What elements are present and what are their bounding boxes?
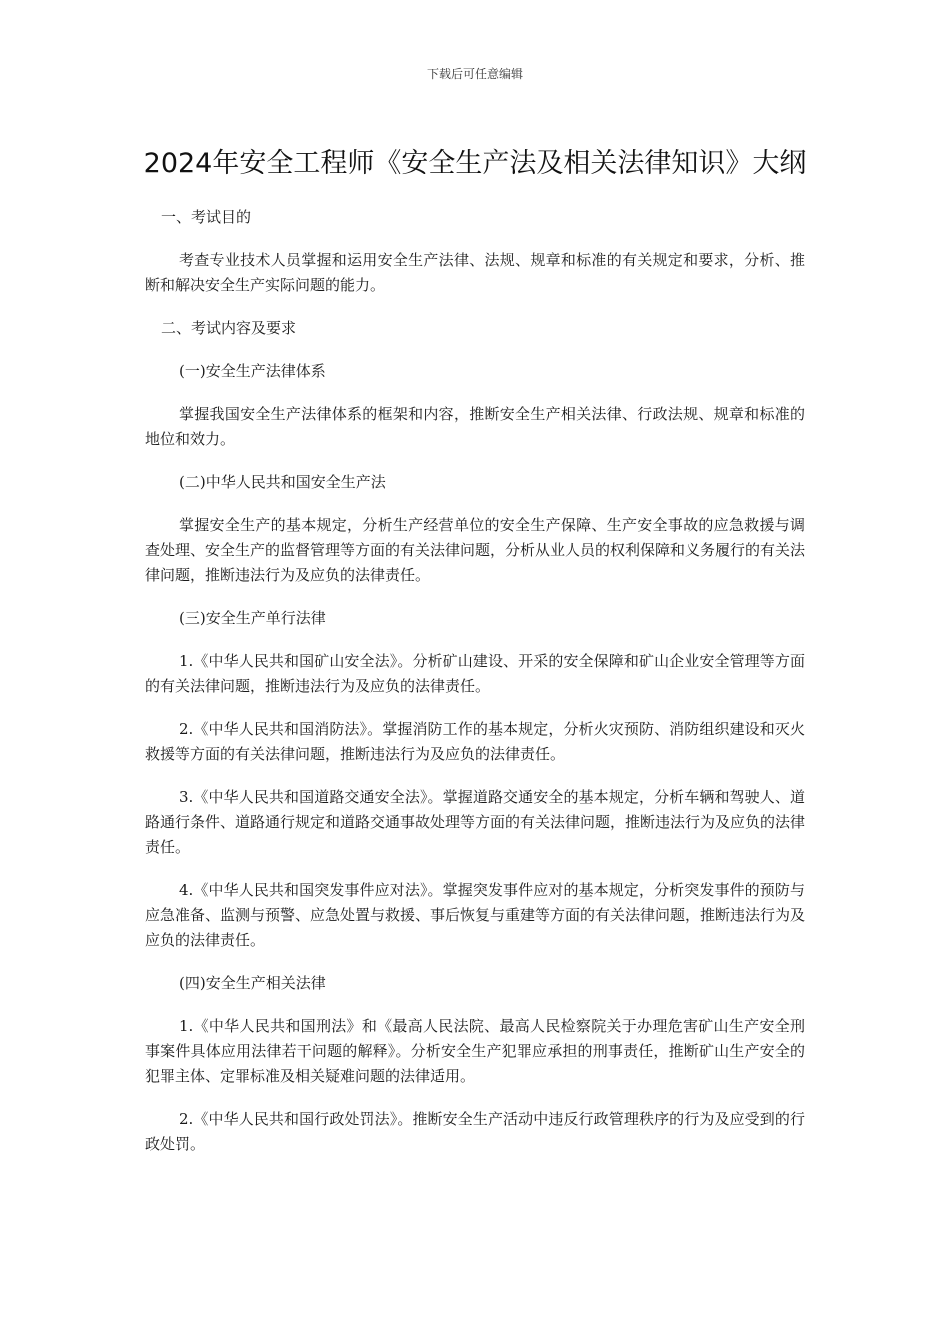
list-item-road-traffic-law: 3.《中华人民共和国道路交通安全法》。掌握道路交通安全的基本规定，分析车辆和驾驶人、道路通行条件、道路通行规定和道路交通事故处理等方面的有关法律问题，推断违法行为及应负的法律责任。 xyxy=(145,788,806,856)
paragraph-exam-purpose: 考查专业技术人员掌握和运用安全生产法律、法规、规章和标准的有关规定和要求，分析、推断和解决安全生产实际问题的能力。 xyxy=(145,251,805,294)
list-item-administrative-penalty-law: 2.《中华人民共和国行政处罚法》。推断安全生产活动中违反行政管理秩序的行为及应受到的行政处罚。 xyxy=(145,1110,805,1153)
document-body xyxy=(145,205,805,1175)
document-title: 2024年安全工程师《安全生产法及相关法律知识》大纲 xyxy=(143,148,807,179)
paragraph-legal-system: 掌握我国安全生产法律体系的框架和内容，推断安全生产相关法律、行政法规、规章和标准的地位和效力。 xyxy=(145,405,805,448)
section-heading-exam-content: 二、考试内容及要求 xyxy=(161,319,297,337)
paragraph-safety-production-law: 掌握安全生产的基本规定，分析生产经营单位的安全生产保障、生产安全事故的应急救援与调查处理、安全生产的监督管理等方面的有关法律问题，分析从业人员的权利保障和义务履行的有关法律问题，推断违法行为及应负的法律责任。 xyxy=(145,516,806,584)
list-item-emergency-response-law: 4.《中华人民共和国突发事件应对法》。掌握突发事件应对的基本规定，分析突发事件的预防与应急准备、监测与预警、应急处置与救援、事后恢复与重建等方面的有关法律问题，推断违法行为及应负的法律责任。 xyxy=(145,881,806,949)
list-item-mine-safety-law: 1.《中华人民共和国矿山安全法》。分析矿山建设、开采的安全保障和矿山企业安全管理等方面的有关法律问题，推断违法行为及应负的法律责任。 xyxy=(145,652,805,695)
subsection-heading-1: (一)安全生产法律体系 xyxy=(179,362,326,380)
subsection-heading-4: (四)安全生产相关法律 xyxy=(179,974,326,992)
section-heading-exam-purpose: 一、考试目的 xyxy=(161,208,252,226)
header-note: 下载后可任意编辑 xyxy=(426,67,523,81)
list-item-fire-protection-law: 2.《中华人民共和国消防法》。掌握消防工作的基本规定，分析火灾预防、消防组织建设和灭火救援等方面的有关法律问题，推断违法行为及应负的法律责任。 xyxy=(145,720,805,763)
subsection-heading-3: (三)安全生产单行法律 xyxy=(179,609,326,627)
list-item-criminal-law: 1.《中华人民共和国刑法》和《最高人民法院、最高人民检察院关于办理危害矿山生产安全刑事案件具体应用法律若干问题的解释》。分析安全生产犯罪应承担的刑事责任，推断矿山生产安全的犯罪主体、定罪标准及相关疑难问题的法律适用。 xyxy=(145,1017,805,1085)
subsection-heading-2: (二)中华人民共和国安全生产法 xyxy=(179,473,386,491)
